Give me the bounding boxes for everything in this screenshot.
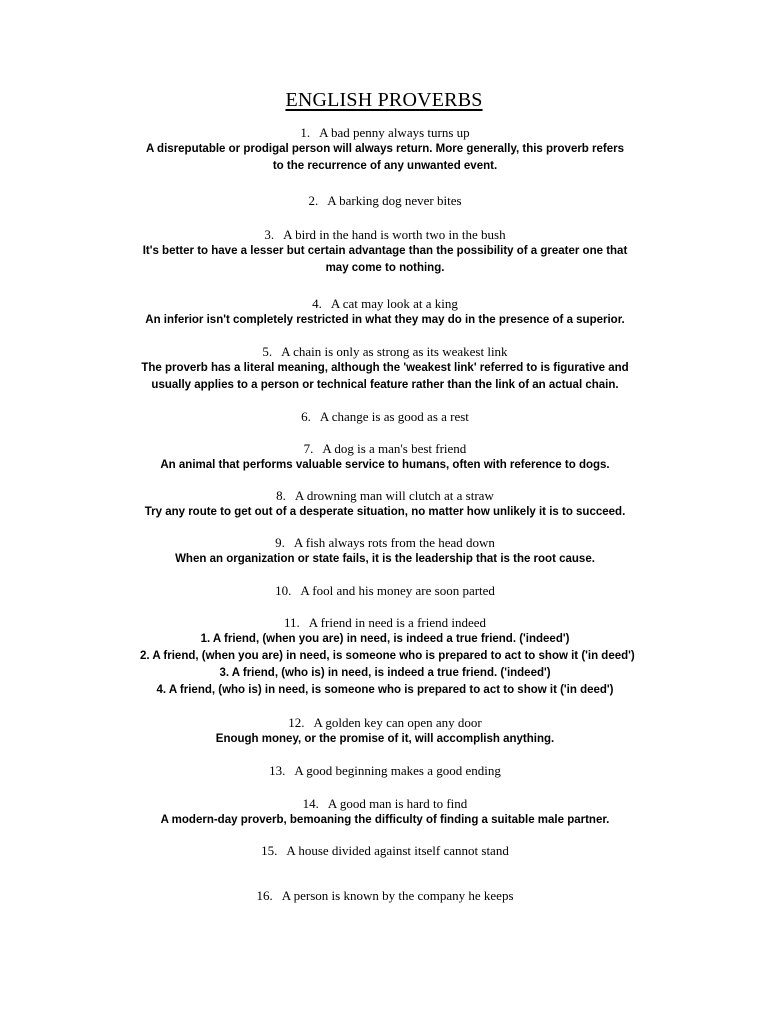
proverb-meaning: The proverb has a literal meaning, although the 'weakest link' referred to is figurative and usually applies to a person or technical feature rather than the link of an actual chain. [141,362,629,391]
proverb-number: 8. [276,488,286,503]
proverb-text [140,192,630,209]
proverb-number: 1. [300,125,311,140]
proverb-text [140,762,630,779]
proverb-phrase: A person is known by the company he keeps [281,888,514,903]
proverb-text [140,124,630,141]
proverb-number: 11. [283,615,300,630]
proverb-phrase: A friend in need is a friend indeed [308,615,487,630]
proverb-meaning: Try any route to get out of a desperate situation, no matter how unlikely it is to succeed. [144,506,626,518]
proverb-entry [140,192,630,209]
proverb-text [140,795,630,812]
proverb-text [140,582,630,599]
proverb-number: 15. [261,843,278,858]
proverb-phrase: A good man is hard to find [327,796,468,811]
proverb-meaning: An inferior isn't completely restricted in what they may do in the presence of a superior. [145,314,625,326]
proverb-number: 7. [303,441,314,456]
proverb-number: 13. [269,763,286,778]
proverb-number: 6. [301,409,311,424]
proverb-sense: 3. A friend, (who is) in need, is indeed a true friend. ('indeed') [219,667,551,679]
proverb-phrase: A dog is a man's best friend [322,441,467,456]
proverb-sense: 1. A friend, (when you are) in need, is indeed a true friend. ('indeed') [200,633,570,645]
proverb-meaning: An animal that performs valuable service to humans, often with reference to dogs. [160,459,610,471]
proverb-sense: 4. A friend, (who is) in need, is someone who is prepared to act to show it ('in deed') [156,684,614,696]
proverb-number: 9. [275,535,285,550]
proverb-entry [140,408,630,425]
proverb-text [140,440,630,457]
proverb-meaning: A modern-day proverb, bemoaning the difficulty of finding a suitable male partner. [160,814,610,826]
proverb-entry [140,714,630,748]
proverb-entry [140,762,630,779]
proverb-number: 16. [256,888,273,903]
proverb-phrase: A fish always rots from the head down [293,535,495,550]
proverb-entry [140,295,630,329]
proverb-text [140,887,630,904]
proverb-entry [140,795,630,829]
proverb-text [140,226,630,243]
proverb-phrase: A change is as good as a rest [319,409,469,424]
proverb-number: 10. [275,583,292,598]
proverb-phrase: A chain is only as strong as its weakest link [281,344,508,359]
proverb-text [140,614,630,631]
proverb-entry [140,343,630,394]
proverb-number: 4. [312,296,322,311]
proverb-sense: 2. A friend, (when you are) in need, is someone who is prepared to act to show it ('in deed') [140,650,635,662]
proverb-number: 12. [288,715,305,730]
proverb-phrase: A house divided against itself cannot stand [286,843,509,858]
proverb-entry [140,582,630,599]
proverb-meaning: A disreputable or prodigal person will always return. More generally, this proverb refers to the recurrence of any unwanted event. [145,143,624,172]
proverb-entry [140,614,635,699]
proverb-phrase: A barking dog never bites [327,193,462,208]
proverb-entry [140,487,630,521]
proverb-number: 2. [308,193,319,208]
proverb-text [140,534,630,551]
proverb-entry [140,842,630,859]
proverb-phrase: A bad penny always turns up [319,125,470,140]
proverb-text [140,408,630,425]
proverb-entry [140,534,630,568]
proverb-text [140,343,630,360]
proverb-phrase: A drowning man will clutch at a straw [294,488,494,503]
proverb-phrase: A cat may look at a king [330,296,458,311]
proverb-entry [140,440,630,474]
proverb-phrase: A golden key can open any door [313,715,482,730]
proverb-phrase: A good beginning makes a good ending [294,763,501,778]
proverb-number: 14. [302,796,319,811]
proverb-entry [140,887,630,904]
proverb-meaning: Enough money, or the promise of it, will accomplish anything. [215,733,555,745]
page-title: ENGLISH PROVERBS [285,89,483,111]
proverb-text [140,714,630,731]
proverb-meaning: It's better to have a lesser but certain advantage than the possibility of a greater one that may come to nothing. [142,245,628,274]
proverb-entry [140,226,630,277]
proverb-phrase: A bird in the hand is worth two in the bush [283,227,506,242]
proverb-meaning: When an organization or state fails, it is the leadership that is the root cause. [175,553,595,565]
proverb-text [140,295,630,312]
proverb-number: 3. [264,227,275,242]
proverb-entry [140,124,630,175]
proverb-number: 5. [262,344,273,359]
proverb-text [140,487,630,504]
proverb-phrase: A fool and his money are soon parted [300,583,495,598]
proverb-text [140,842,630,859]
